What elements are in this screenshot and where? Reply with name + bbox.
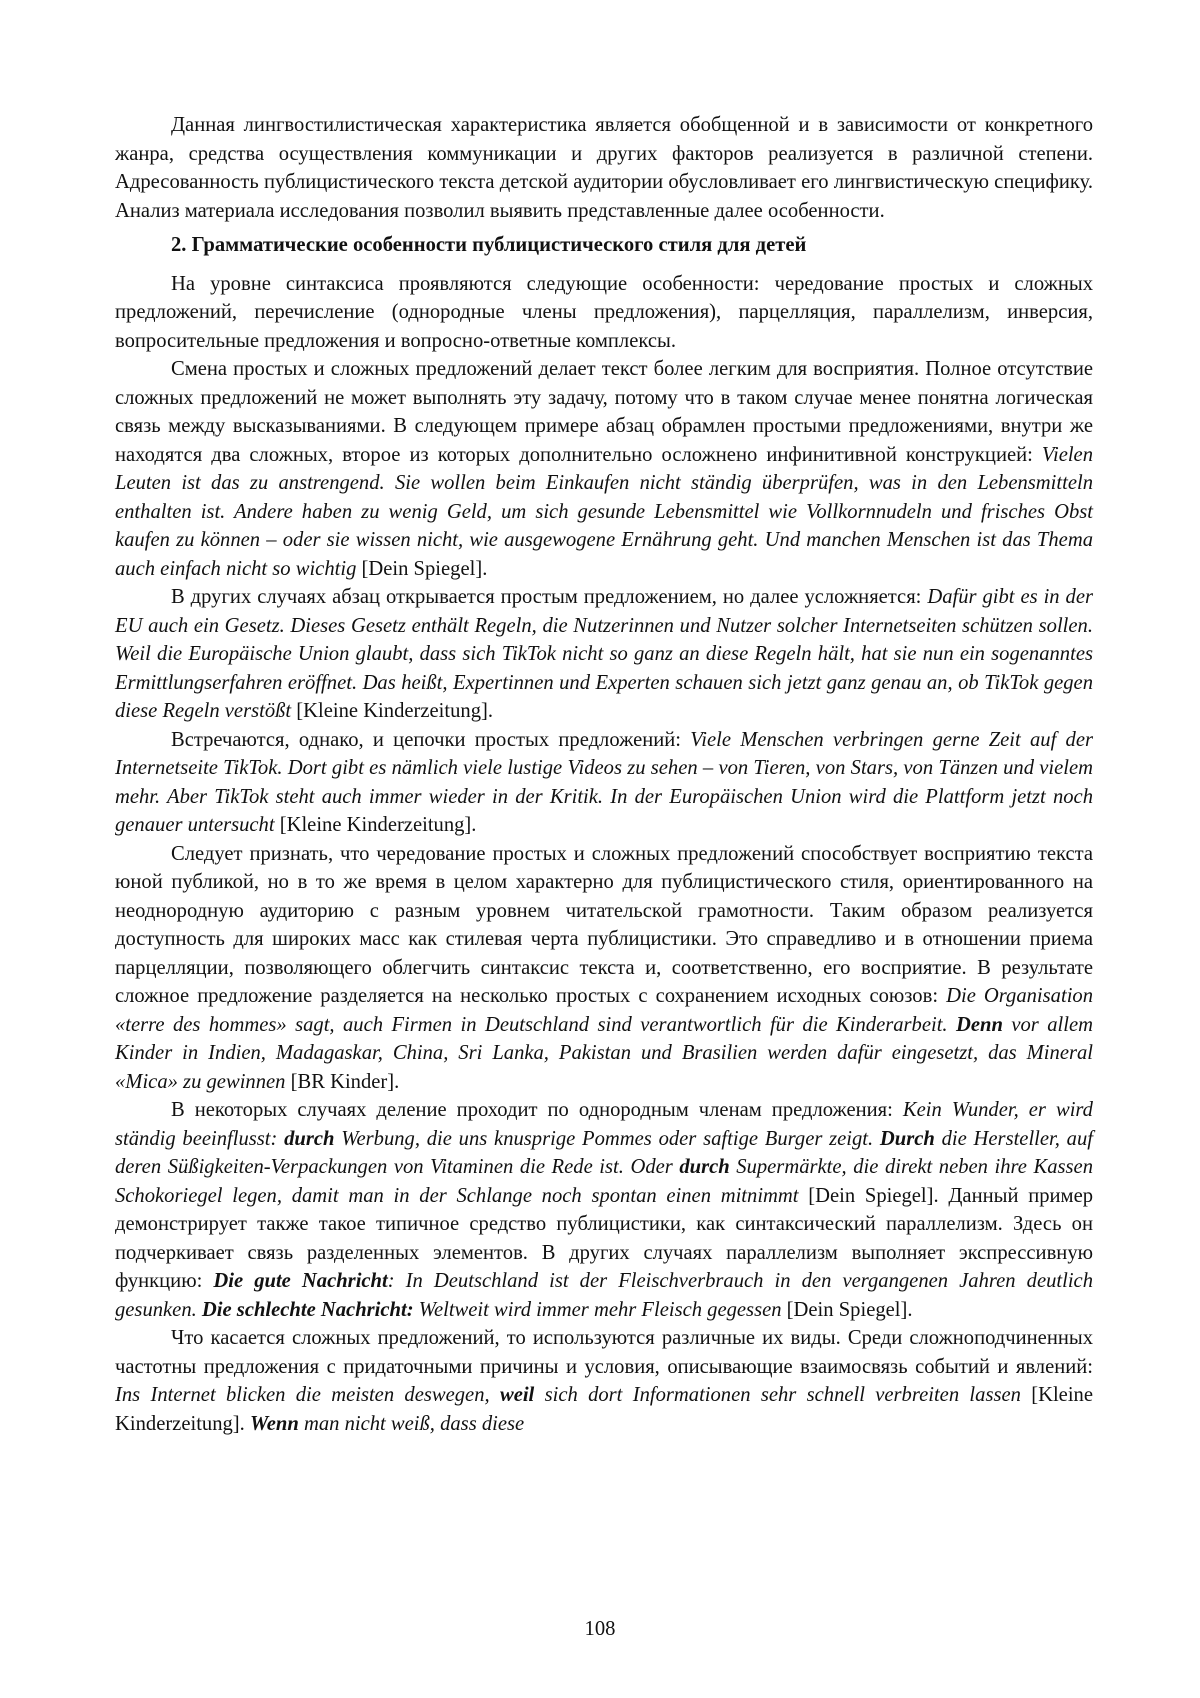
text-run: [Dein Spiegel].: [781, 1298, 913, 1321]
text-run: Встречаются, однако, и цепочки простых предложений:: [171, 728, 691, 751]
page-number: 108: [584, 1618, 616, 1640]
text-run: [Kleine Kinderzeitung].: [274, 814, 477, 836]
italic-quote: Dafür gibt es in der EU auch ein Gesetz. Dieses Gesetz enthält Regeln, die Nutzerinnen und Nutzer solcher Internetseiten schützen sollen. Weil die Europäische Union glaubt, dass sich TikTok nicht so ganz an diese Regeln hält, hat sie nun ein sogenanntes Ermittlungserfahren eröffnet. Das heißt, Expertinnen und Experten schauen sich jetzt ganz genau an, ob TikTok gegen diese Regeln verstößt: [115, 586, 1093, 722]
text-run: Смена простых и сложных предложений делает текст более легким для восприятия. Полное отсутствие сложных предложений не может выполнять эту задачу, потому что в таком случае менее понятна логическая связь между высказываниями. В следующем примере абзац обрамлен простыми предложениями, внутри же находятся два сложных, второе из которых дополнительно осложнено инфинитивной конструкцией:: [115, 358, 1093, 466]
text-run: На уровне синтаксиса проявляются следующие особенности: чередование простых и сложных предложений, перечисление (однородные члены предложения), парцелляция, параллелизм, инверсия, вопросительные предложения и вопросно-ответные комплексы.: [115, 272, 1093, 352]
italic-quote: : In Deutschland ist der Fleischverbrauch in den vergangenen Jahren deutlich gesunken.: [115, 1270, 1093, 1321]
italic-quote: Die Organisation «terre des hommes» sagt, auch Firmen in Deutschland sind verantwortlich für die Kinderarbeit.: [115, 985, 1094, 1036]
emphasis-keyword: durch: [679, 1156, 730, 1178]
italic-quote: Werbung, die uns knusprige Pommes oder saftige Burger zeigt.: [334, 1127, 880, 1150]
paragraph-parcellation: [115, 840, 1093, 1097]
text-run: [Kleine Kinderzeitung].: [115, 1384, 1093, 1435]
text-run: Что касается сложных предложений, то используются различные их виды. Среди сложноподчиненных частотны предложения с придаточными причины и условия, описывающие взаимосвязь событий и явлений:: [115, 1327, 1093, 1378]
italic-quote: Supermärkte, die direkt neben ihre Kassen Schokoriegel legen, damit man in der Schlange noch spontan einen mitnimmt: [115, 1156, 1093, 1207]
paragraph-simple-chains: [115, 726, 1093, 840]
emphasis-keyword: Wenn: [249, 1412, 299, 1435]
emphasis-keyword: durch: [284, 1127, 335, 1150]
emphasis-keyword: Durch: [879, 1127, 935, 1150]
italic-quote: sich dort Informationen sehr schnell verbreiten lassen: [534, 1384, 1021, 1406]
section-heading: 2. Грамматические особенности публицистического стиля для детей: [171, 234, 807, 256]
emphasis-keyword: weil: [499, 1384, 535, 1406]
text-run: В других случаях абзац открывается простым предложением, но далее усложняется:: [171, 586, 928, 608]
italic-quote: Weltweit wird immer mehr Fleisch gegessen: [413, 1298, 782, 1321]
emphasis-keyword: Die gute Nachricht: [213, 1270, 388, 1292]
text-run: [Dein Spiegel].: [356, 557, 488, 580]
paragraph-intro: [115, 111, 1093, 225]
text-run: Следует признать, что чередование простых и сложных предложений способствует восприятию текста юной публикой, но в то же время в целом характерно для публицистического стиля, ориентированного на неоднородную аудиторию с разным уровнем читательской грамотности. Таким образом реализуется доступность для широких масс как стилевая черта публицистики. Это справедливо и в отношении приема парцелляции, позволяющего облегчить синтаксис текста и, соответственно, его восприятие. В результате сложное предложение разделяется на несколько простых с сохранением исходных союзов:: [115, 842, 1093, 1007]
text-run: [BR Kinder].: [285, 1070, 400, 1093]
paragraph-simple-complex: [115, 355, 1093, 583]
emphasis-keyword: Denn: [956, 1013, 1003, 1036]
page-body: [115, 111, 1093, 1438]
italic-quote: Viele Menschen verbringen gerne Zeit auf der Internetseite TikTok. Dort gibt es nämlich viele lustige Videos zu sehen – von Tieren, von Stars, von Tänzen und vielem mehr. Aber TikTok steht auch immer wieder in der Kritik. In der Europäischen Union wird die Plattform jetzt noch genauer untersucht: [115, 728, 1093, 836]
italic-quote: die Hersteller, auf deren Süßigkeiten-Verpackungen von Vitaminen die Rede ist. Oder: [115, 1127, 1093, 1178]
italic-quote: Kein Wunder, er wird ständig beeinflusst:: [115, 1099, 1093, 1150]
italic-quote: Vielen Leuten ist das zu anstrengend. Sie wollen beim Einkaufen nicht ständig überprüfen, was in den Lebensmitteln enthalten ist. Andere haben zu wenig Geld, um sich gesunde Lebensmittel wie Vollkornnudeln und frisches Obst kaufen zu können – oder sie wissen nicht, wie ausgewogene Ernährung geht. Und manchen Menschen ist das Thema auch einfach nicht so wichtig: [115, 443, 1093, 580]
paragraph-other-cases: [115, 583, 1093, 726]
italic-quote: Ins Internet blicken die meisten deswegen,: [115, 1384, 500, 1406]
text-run: В некоторых случаях деление проходит по однородным членам предложения:: [171, 1099, 903, 1121]
text-run: [Kleine Kinderzeitung].: [291, 700, 493, 722]
text-run: [Dein Spiegel]. Данный пример демонстрирует также такое типичное средство публицистики, как синтаксический параллелизм. Здесь он подчеркивает связь разделенных элементов. В других случаях параллелизм выполняет экспрессивную функцию:: [115, 1184, 1094, 1292]
italic-quote: man nicht weiß, dass diese: [298, 1412, 525, 1435]
italic-quote: vor allem Kinder in Indien, Madagaskar, China, Sri Lanka, Pakistan und Brasilien werden dafür eingesetzt, das Mineral «Mica» zu gewinnen: [115, 1013, 1093, 1093]
paragraph-complex-sentences: [115, 1324, 1093, 1438]
paragraph-parallelism: [115, 1096, 1093, 1324]
emphasis-keyword: Die schlechte Nachricht:: [201, 1298, 414, 1321]
text-run: Данная лингвостилистическая характеристика является обобщенной и в зависимости от конкретного жанра, средства осуществления коммуникации и других факторов реализуется в различной степени. Адресованность публицистического текста детской аудитории обусловливает его лингвистическую специфику. Анализ материала исследования позволил выявить представленные далее особенности.: [115, 114, 1093, 222]
paragraph-syntax: [115, 270, 1093, 356]
